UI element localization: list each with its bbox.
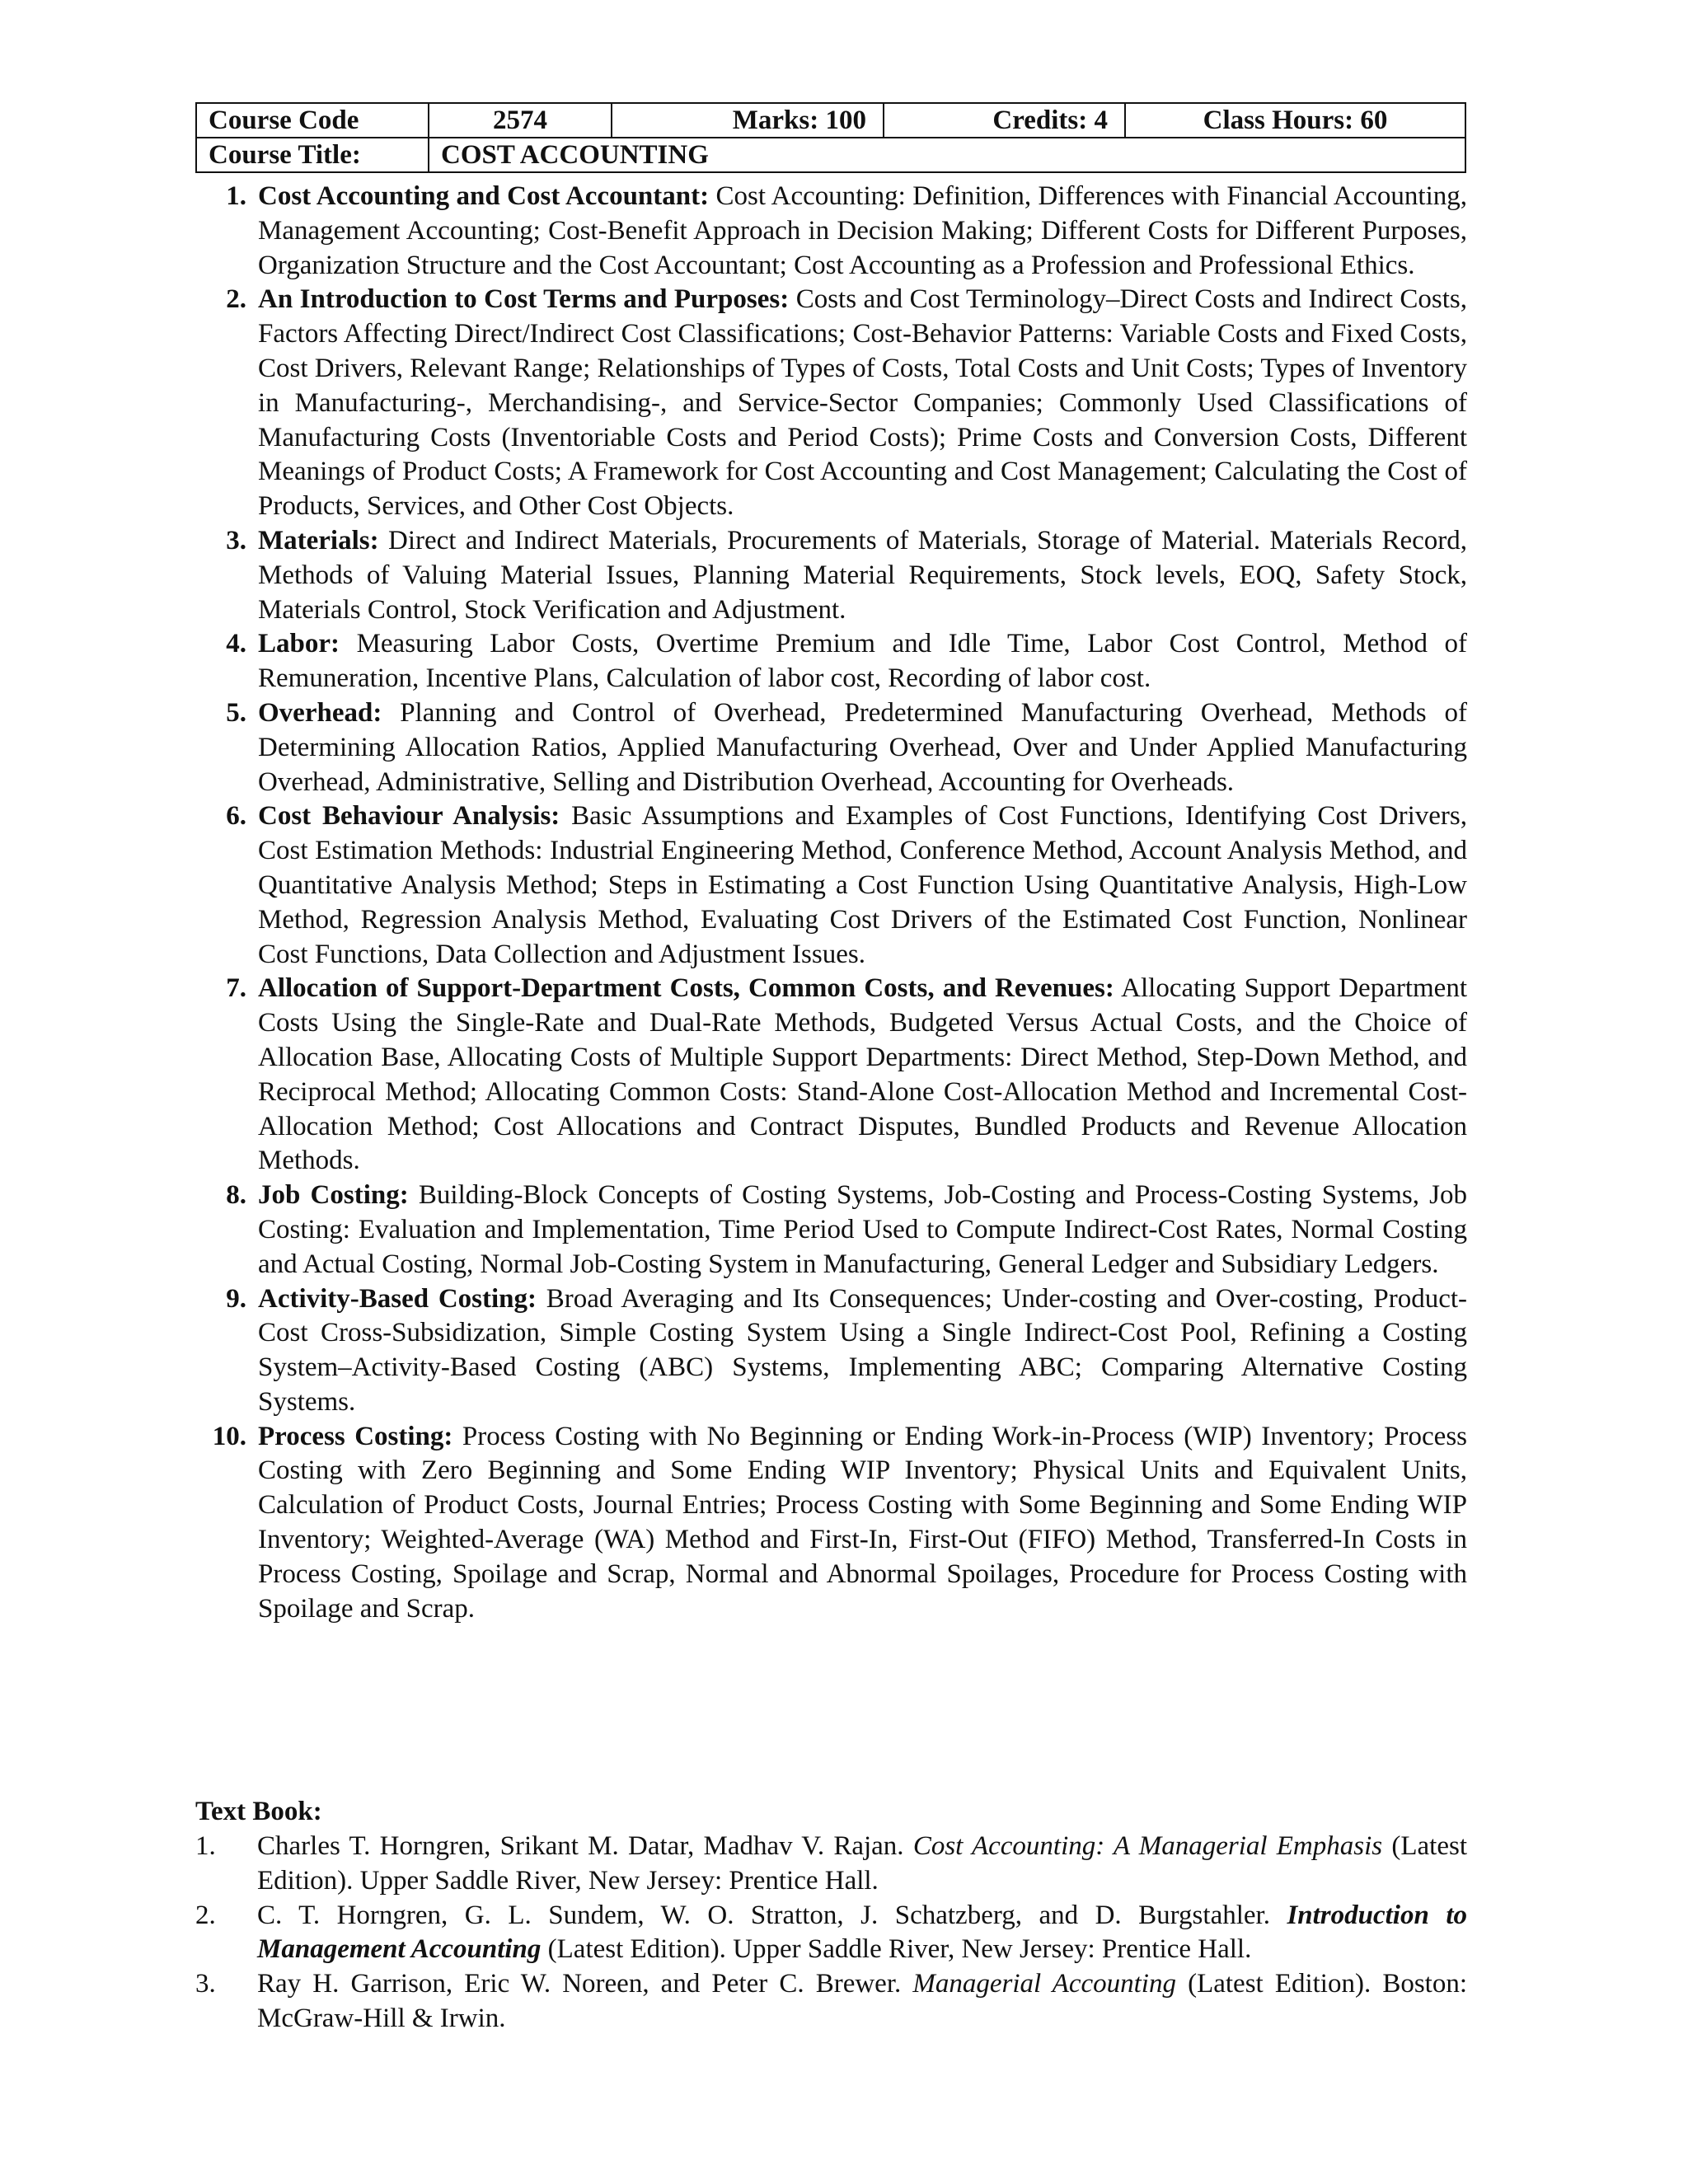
topic-item bbox=[195, 1179, 1467, 1282]
topic-number: 5. bbox=[226, 697, 246, 728]
topic-body bbox=[258, 1282, 1467, 1420]
topic-text: Costs and Cost Terminology–Direct Costs and Indirect Costs, Factors Affecting Direct/Indirect Cost Classifications; Cost-Behavior Patterns: Variable Costs and Fixed Costs, Cost Drivers, Relevant Range; Relationships of Types of Costs, Total Costs and Unit Costs; Types of Inventory in Manufacturing-, Merchandising-, and Service-Sector Companies; Commonly Used Classifications of Manufacturing Costs (Inventoriable Costs and Period Costs); Prime Costs and Conversion Costs, Different Meanings of Product Costs; A Framework for Cost Accounting and Cost Management; Calculating the Cost of Products, Services, and Other Cost Objects. bbox=[258, 284, 1468, 522]
textbook-list bbox=[195, 1830, 1467, 2036]
textbook-number: 3. bbox=[195, 1969, 216, 1999]
topic-text: Measuring Labor Costs, Overtime Premium and Idle Time, Labor Cost Control, Method of Remuneration, Incentive Plans, Calculation of labor cost, Recording of labor cost. bbox=[258, 629, 1468, 694]
topic-title: Labor: bbox=[258, 629, 340, 659]
textbook-title: Introduction to Management Accounting bbox=[257, 1900, 1467, 1965]
textbook-citation bbox=[257, 1899, 1467, 1968]
course-code-label: Course Code bbox=[196, 103, 429, 138]
textbook-citation bbox=[257, 1967, 1467, 2036]
topic-text: Building-Block Concepts of Costing Systems, Job-Costing and Process-Costing Systems, Job Costing: Evaluation and Implementation, Time Period Used to Compute Indirect-Cost Rates, Normal Costing and Actual Costing, Normal Job-Costing System in Manufacturing, General Ledger and Subsidiary Ledgers. bbox=[258, 1180, 1468, 1279]
course-info-row bbox=[196, 103, 1465, 138]
topic-body bbox=[258, 799, 1467, 972]
course-code-value: 2574 bbox=[429, 103, 612, 138]
topic-item bbox=[195, 972, 1467, 1179]
textbook-number: 2. bbox=[195, 1900, 216, 1930]
topic-number: 3. bbox=[226, 525, 246, 555]
textbook-authors: C. T. Horngren, G. L. Sundem, W. O. Stratton, J. Schatzberg, and D. Burgstahler. bbox=[257, 1900, 1270, 1930]
textbook-citation bbox=[257, 1830, 1467, 1899]
topic-text: Cost Accounting: Definition, Differences with Financial Accounting, Management Accounting; Cost-Benefit Approach in Decision Making; Different Costs for Different Purposes, Organization Structure and the Cost Accountant; Cost Accounting as a Profession and Professional Ethics. bbox=[258, 181, 1468, 280]
course-title-row bbox=[196, 138, 1465, 172]
textbook-authors: Ray H. Garrison, Eric W. Noreen, and Peter C. Brewer. bbox=[257, 1969, 902, 1999]
topic-number: 8. bbox=[226, 1180, 246, 1211]
topic-text: Process Costing with No Beginning or Ending Work-in-Process (WIP) Inventory; Process Costing with Zero Beginning and Some Ending WIP Inventory; Physical Units and Equivalent Units, Calculation of Product Costs, Journal Entries; Process Costing with Some Beginning and Some Ending WIP Inventory; Weighted-Average (WA) Method and First-In, First-Out (FIFO) Method, Transferred-In Costs in Process Costing, Spoilage and Scrap, Normal and Abnormal Spoilages, Procedure for Process Costing with Spoilage and Scrap. bbox=[258, 1421, 1467, 1624]
topic-title: Allocation of Support-Department Costs, Common Costs, and Revenues: bbox=[258, 973, 1114, 1004]
topic-list bbox=[195, 180, 1467, 1626]
topic-text: Allocating Support Department Costs Using the Single-Rate and Dual-Rate Methods, Budgeted Versus Actual Costs, and the Choice of Allocation Base, Allocating Costs of Multiple Support Departments: Direct Method, Step-Down Method, and Reciprocal Method; Allocating Common Costs: Stand-Alone Cost-Allocation Method and Incremental Cost-Allocation Method; Cost Allocations and Contract Disputes, Bundled Products and Revenue Allocation Methods. bbox=[258, 973, 1467, 1176]
textbook-item bbox=[195, 1899, 1467, 1968]
topic-number: 2. bbox=[226, 284, 246, 315]
textbook-item bbox=[195, 1967, 1467, 2036]
textbook-heading: Text Book: bbox=[195, 1797, 322, 1826]
topic-title: Activity-Based Costing: bbox=[258, 1283, 537, 1314]
topic-title: Job Costing: bbox=[258, 1180, 409, 1211]
course-title-value: COST ACCOUNTING bbox=[429, 138, 1465, 172]
course-info-table bbox=[195, 102, 1466, 173]
topic-body bbox=[258, 627, 1467, 696]
textbook-authors: Charles T. Horngren, Srikant M. Datar, Madhav V. Rajan. bbox=[257, 1831, 904, 1861]
topic-body bbox=[258, 524, 1467, 627]
textbook-number: 1. bbox=[195, 1831, 216, 1861]
textbook-title: Managerial Accounting bbox=[912, 1969, 1176, 1999]
course-title-label: Course Title: bbox=[196, 138, 429, 172]
topic-number: 9. bbox=[226, 1283, 246, 1314]
topic-number: 4. bbox=[226, 629, 246, 659]
topic-body bbox=[258, 972, 1467, 1179]
topic-item bbox=[195, 524, 1467, 627]
textbook-title: Cost Accounting: A Managerial Emphasis bbox=[912, 1831, 1383, 1861]
topic-body bbox=[258, 180, 1467, 283]
topic-title: Cost Behaviour Analysis: bbox=[258, 801, 560, 832]
topic-title: Overhead: bbox=[258, 697, 382, 728]
topic-item bbox=[195, 1420, 1467, 1627]
topic-text: Basic Assumptions and Examples of Cost Functions, Identifying Cost Drivers, Cost Estimation Methods: Industrial Engineering Method, Conference Method, Account Analysis Method, and Quantitative Analysis Method; Steps in Estimating a Cost Function Using Quantitative Analysis, High-Low Method, Regression Analysis Method, Evaluating Cost Drivers of the Estimated Cost Function, Nonlinear Cost Functions, Data Collection and Adjustment Issues. bbox=[258, 801, 1467, 969]
topic-number: 7. bbox=[226, 973, 246, 1004]
course-credits: Credits: 4 bbox=[884, 103, 1125, 138]
course-marks: Marks: 100 bbox=[612, 103, 884, 138]
topic-text: Planning and Control of Overhead, Predetermined Manufacturing Overhead, Methods of Determining Allocation Ratios, Applied Manufacturing Overhead, Over and Under Applied Manufacturing Overhead, Administrative, Selling and Distribution Overhead, Accounting for Overheads. bbox=[258, 697, 1467, 797]
textbook-item bbox=[195, 1830, 1467, 1899]
topic-item bbox=[195, 283, 1467, 524]
topic-title: Cost Accounting and Cost Accountant: bbox=[258, 181, 710, 211]
topic-body bbox=[258, 283, 1467, 524]
textbook-publication: (Latest Edition). Upper Saddle River, New Jersey: Prentice Hall. bbox=[257, 1831, 1467, 1896]
topic-item bbox=[195, 799, 1467, 972]
textbook-publication: (Latest Edition). Upper Saddle River, New Jersey: Prentice Hall. bbox=[547, 1934, 1252, 1965]
topic-text: Broad Averaging and Its Consequences; Under-costing and Over-costing, Product-Cost Cross-Subsidization, Simple Costing System Using a Single Indirect-Cost Pool, Refining a Costing System–Activity-Based Costing (ABC) Systems, Implementing ABC; Comparing Alternative Costing Systems. bbox=[258, 1283, 1467, 1417]
topic-item bbox=[195, 627, 1467, 696]
topic-title: An Introduction to Cost Terms and Purposes: bbox=[258, 284, 790, 315]
course-hours: Class Hours: 60 bbox=[1125, 103, 1465, 138]
textbook-publication: (Latest Edition). Boston: McGraw-Hill & Irwin. bbox=[257, 1969, 1468, 2033]
topic-body bbox=[258, 1179, 1467, 1282]
topic-item bbox=[195, 696, 1467, 799]
topic-item bbox=[195, 1282, 1467, 1420]
topic-number: 6. bbox=[226, 801, 246, 832]
topic-title: Process Costing: bbox=[258, 1421, 453, 1451]
topic-number: 1. bbox=[226, 181, 246, 211]
topic-title: Materials: bbox=[258, 525, 379, 555]
topic-item bbox=[195, 180, 1467, 283]
topic-body bbox=[258, 1420, 1467, 1627]
topic-body bbox=[258, 696, 1467, 799]
topic-text: Direct and Indirect Materials, Procurements of Materials, Storage of Material. Materials Record, Methods of Valuing Material Issues, Planning Material Requirements, Stock levels, EOQ, Safety Stock, Materials Control, Stock Verification and Adjustment. bbox=[258, 525, 1468, 625]
topic-number: 10. bbox=[212, 1421, 246, 1451]
